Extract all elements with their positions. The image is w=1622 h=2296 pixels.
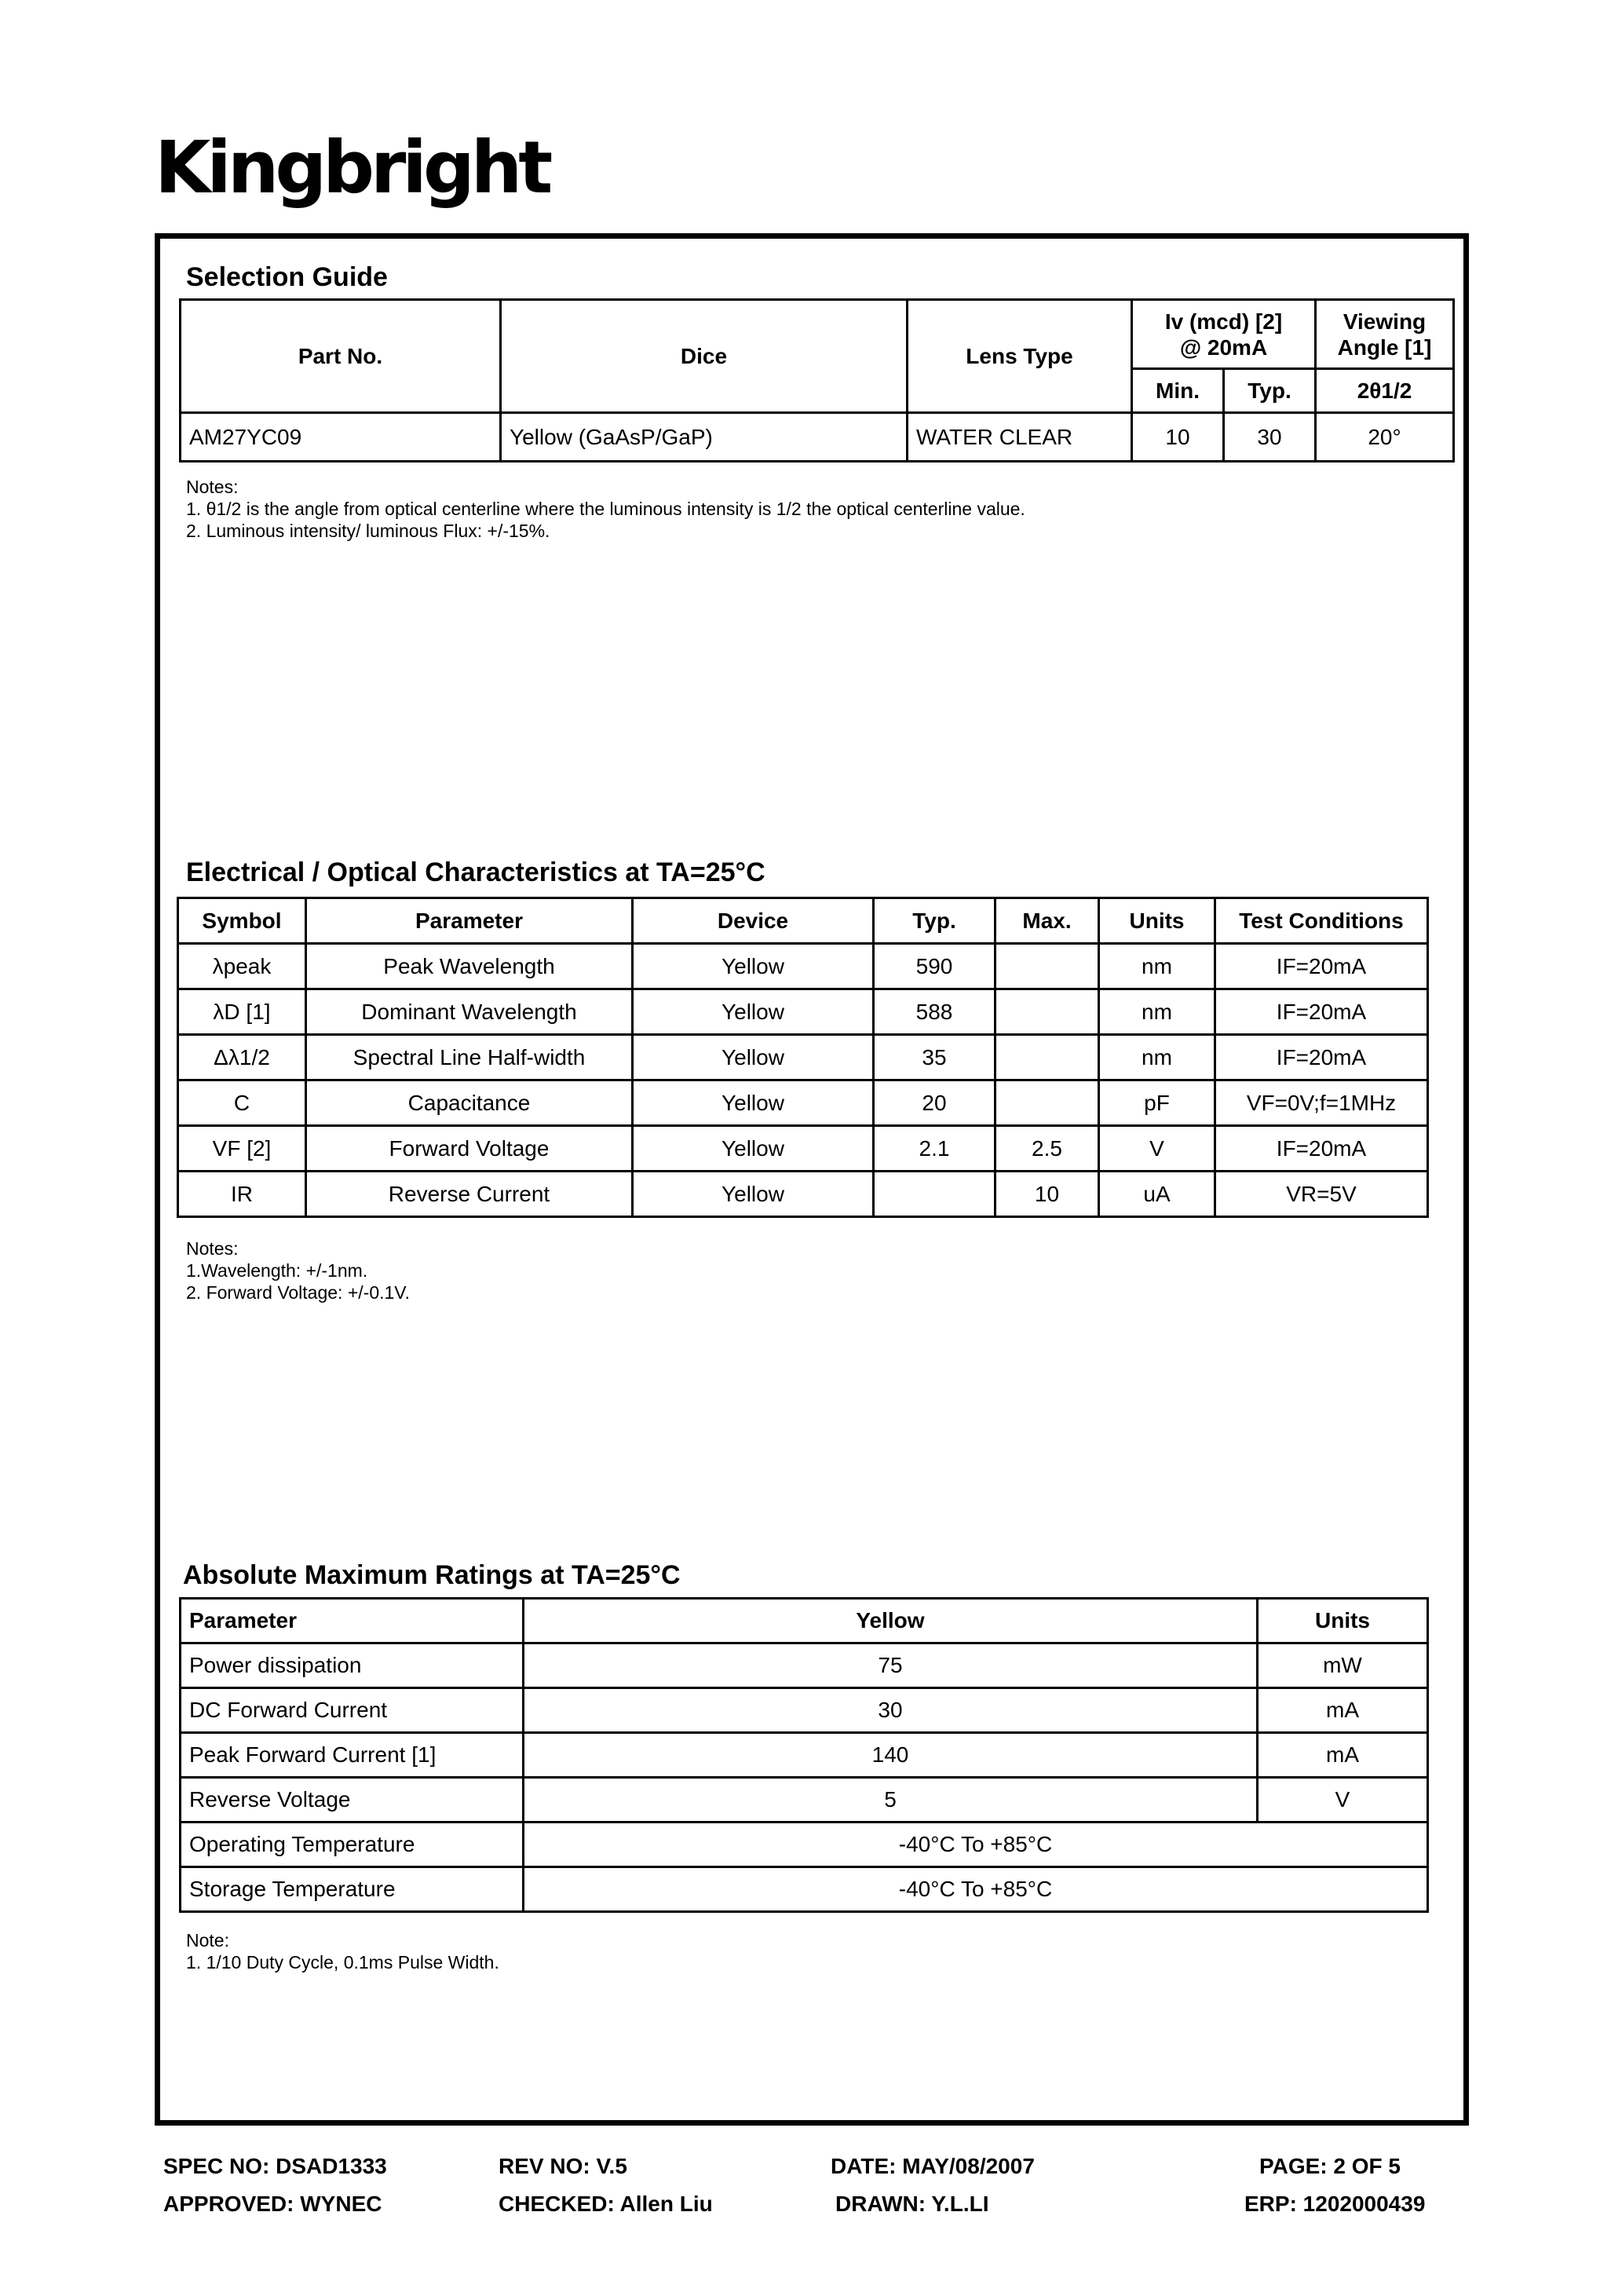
cell-part-no: AM27YC09 — [181, 413, 501, 462]
cell-symbol: VF [2] — [178, 1126, 306, 1172]
cell-lens-type: WATER CLEAR — [908, 413, 1132, 462]
absolute-notes — [186, 1929, 499, 1973]
cell-typ: 588 — [874, 989, 995, 1035]
footer-drawn: DRAWN: Y.L.LI — [835, 2192, 989, 2216]
note-line: 2. Luminous intensity/ luminous Flux: +/-15%. — [186, 521, 550, 541]
cell-units: mA — [1258, 1733, 1428, 1778]
cell-parameter: Storage Temperature — [181, 1867, 524, 1912]
cell-max — [995, 944, 1099, 989]
cell-parameter: Reverse Current — [306, 1172, 633, 1217]
cell-symbol: λD [1] — [178, 989, 306, 1035]
cell-min: 10 — [1132, 413, 1224, 462]
cell-device: Yellow — [633, 1126, 874, 1172]
cell-parameter: Forward Voltage — [306, 1126, 633, 1172]
note-line: Notes: — [186, 1238, 239, 1259]
table-row — [181, 413, 1454, 462]
cell-symbol: IR — [178, 1172, 306, 1217]
cell-value: 140 — [524, 1733, 1258, 1778]
cell-value: -40°C To +85°C — [524, 1823, 1428, 1867]
footer-erp: ERP: 1202000439 — [1244, 2192, 1426, 2216]
col-units: Units — [1099, 898, 1215, 944]
table-row — [181, 1688, 1428, 1733]
cell-device: Yellow — [633, 1035, 874, 1080]
electrical-notes — [186, 1238, 410, 1303]
table-row — [178, 1035, 1428, 1080]
selection-guide-table — [179, 298, 1455, 462]
kingbright-logo: Kingbright — [155, 126, 550, 210]
cell-typ: 590 — [874, 944, 995, 989]
cell-test-conditions: VF=0V;f=1MHz — [1215, 1080, 1428, 1126]
cell-value: 30 — [524, 1688, 1258, 1733]
selection-notes — [186, 476, 1025, 542]
cell-symbol: Δλ1/2 — [178, 1035, 306, 1080]
note-line: 1.Wavelength: +/-1nm. — [186, 1260, 368, 1281]
col-parameter: Parameter — [306, 898, 633, 944]
footer-spec-no: SPEC NO: DSAD1333 — [163, 2154, 387, 2178]
col-viewing-angle — [1316, 300, 1454, 369]
footer-checked: CHECKED: Allen Liu — [499, 2192, 713, 2216]
col-va-line2: Angle [1] — [1337, 335, 1432, 360]
col-iv-line2: @ 20mA — [1179, 335, 1268, 360]
selection-guide-title: Selection Guide — [186, 262, 388, 292]
cell-dice: Yellow (GaAsP/GaP) — [501, 413, 908, 462]
table-row — [178, 1080, 1428, 1126]
footer-date: DATE: MAY/08/2007 — [831, 2154, 1035, 2178]
cell-typ: 35 — [874, 1035, 995, 1080]
cell-value: 75 — [524, 1643, 1258, 1688]
cell-units: uA — [1099, 1172, 1215, 1217]
table-row — [181, 1643, 1428, 1688]
note-line: 1. 1/10 Duty Cycle, 0.1ms Pulse Width. — [186, 1952, 499, 1972]
cell-test-conditions: IF=20mA — [1215, 944, 1428, 989]
cell-units: V — [1099, 1126, 1215, 1172]
cell-value: -40°C To +85°C — [524, 1867, 1428, 1912]
cell-symbol: λpeak — [178, 944, 306, 989]
cell-parameter: Spectral Line Half-width — [306, 1035, 633, 1080]
cell-parameter: DC Forward Current — [181, 1688, 524, 1733]
table-row — [181, 1733, 1428, 1778]
cell-typ — [874, 1172, 995, 1217]
col-part-no: Part No. — [181, 300, 501, 413]
table-row — [178, 989, 1428, 1035]
cell-units: mW — [1258, 1643, 1428, 1688]
cell-typ: 2.1 — [874, 1126, 995, 1172]
cell-typ: 30 — [1224, 413, 1316, 462]
note-line: 1. θ1/2 is the angle from optical centerline where the luminous intensity is 1/2 the optical centerline value. — [186, 499, 1025, 519]
electrical-title: Electrical / Optical Characteristics at TA=25°C — [186, 857, 765, 887]
cell-units: nm — [1099, 1035, 1215, 1080]
footer-page: PAGE: 2 OF 5 — [1259, 2154, 1401, 2178]
col-units: Units — [1258, 1599, 1428, 1643]
note-line: Note: — [186, 1930, 229, 1951]
absolute-title: Absolute Maximum Ratings at TA=25°C — [183, 1560, 681, 1590]
cell-max — [995, 1035, 1099, 1080]
col-typ: Typ. — [874, 898, 995, 944]
cell-parameter: Capacitance — [306, 1080, 633, 1126]
cell-value: 5 — [524, 1778, 1258, 1823]
electrical-table — [177, 897, 1429, 1218]
col-test-conditions: Test Conditions — [1215, 898, 1428, 944]
cell-test-conditions: VR=5V — [1215, 1172, 1428, 1217]
cell-max: 2.5 — [995, 1126, 1099, 1172]
col-iv — [1132, 300, 1316, 369]
cell-parameter: Reverse Voltage — [181, 1778, 524, 1823]
note-line: 2. Forward Voltage: +/-0.1V. — [186, 1282, 410, 1303]
cell-device: Yellow — [633, 1080, 874, 1126]
footer-approved: APPROVED: WYNEC — [163, 2192, 382, 2216]
col-parameter: Parameter — [181, 1599, 524, 1643]
cell-device: Yellow — [633, 1172, 874, 1217]
col-device: Device — [633, 898, 874, 944]
cell-parameter: Dominant Wavelength — [306, 989, 633, 1035]
cell-symbol: C — [178, 1080, 306, 1126]
col-max: Max. — [995, 898, 1099, 944]
cell-device: Yellow — [633, 944, 874, 989]
cell-parameter: Operating Temperature — [181, 1823, 524, 1867]
cell-test-conditions: IF=20mA — [1215, 1035, 1428, 1080]
cell-units: V — [1258, 1778, 1428, 1823]
table-row — [181, 1778, 1428, 1823]
cell-max — [995, 989, 1099, 1035]
note-line: Notes: — [186, 477, 239, 497]
table-row — [178, 1172, 1428, 1217]
cell-max — [995, 1080, 1099, 1126]
cell-units: pF — [1099, 1080, 1215, 1126]
absolute-table — [179, 1597, 1429, 1913]
footer-rev-no: REV NO: V.5 — [499, 2154, 627, 2178]
cell-device: Yellow — [633, 989, 874, 1035]
cell-parameter: Power dissipation — [181, 1643, 524, 1688]
col-yellow: Yellow — [524, 1599, 1258, 1643]
cell-test-conditions: IF=20mA — [1215, 1126, 1428, 1172]
cell-test-conditions: IF=20mA — [1215, 989, 1428, 1035]
cell-typ: 20 — [874, 1080, 995, 1126]
col-symbol: Symbol — [178, 898, 306, 944]
col-min: Min. — [1132, 369, 1224, 413]
col-dice: Dice — [501, 300, 908, 413]
cell-parameter: Peak Wavelength — [306, 944, 633, 989]
table-row — [181, 1823, 1428, 1867]
cell-units: nm — [1099, 989, 1215, 1035]
col-lens-type: Lens Type — [908, 300, 1132, 413]
cell-angle: 20° — [1316, 413, 1454, 462]
col-typ: Typ. — [1224, 369, 1316, 413]
cell-units: mA — [1258, 1688, 1428, 1733]
cell-parameter: Peak Forward Current [1] — [181, 1733, 524, 1778]
col-iv-line1: Iv (mcd) [2] — [1164, 309, 1283, 334]
col-theta: 2θ1/2 — [1316, 369, 1454, 413]
col-va-line1: Viewing — [1343, 309, 1427, 334]
cell-units: nm — [1099, 944, 1215, 989]
table-row — [178, 944, 1428, 989]
table-row — [181, 1867, 1428, 1912]
table-row — [178, 1126, 1428, 1172]
cell-max: 10 — [995, 1172, 1099, 1217]
